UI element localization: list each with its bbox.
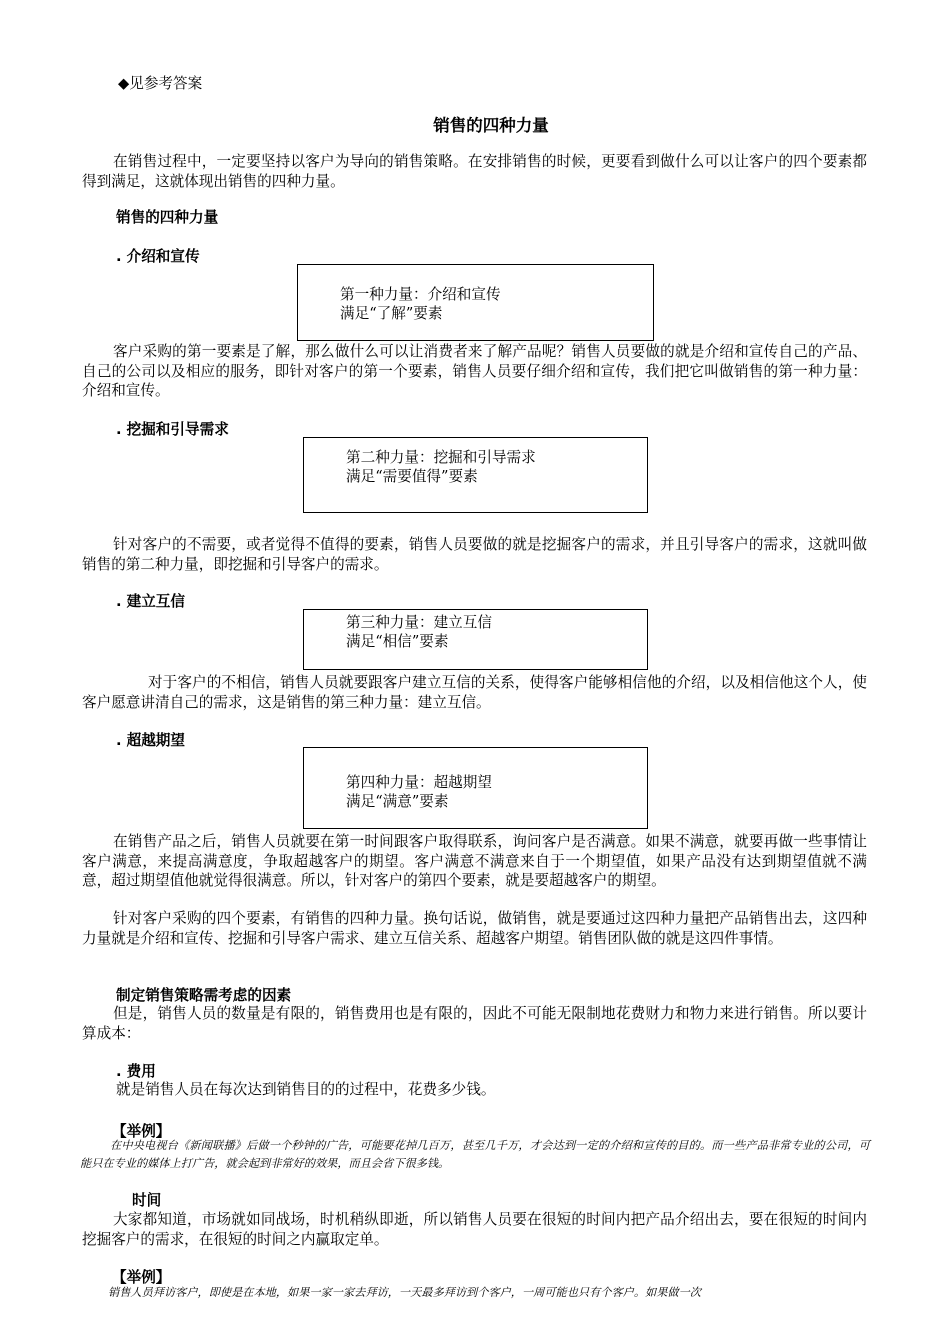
force-4-box <box>303 747 648 829</box>
force-2-box-line2: 满足“需要值得”要素 <box>346 468 478 485</box>
factors-heading: 制定销售策略需考虑的因素 <box>116 987 292 1004</box>
force-1-heading: . 介绍和宣传 <box>116 248 200 265</box>
force-3-box <box>303 609 648 670</box>
force-2-paragraph: 针对客户的不需要，或者觉得不值得的要素，销售人员要做的就是挖掘客户的需求，并且引导客户的需求，这就叫做销售的第二种力量，即挖掘和引导客户的需求。 <box>82 536 867 573</box>
example-1-text: 在中央电视台《新闻联播》后做一个秒钟的广告，可能要花掉几百万，甚至几千万，才会达到一定的介绍和宣传的目的。而一些产品非常专业的公司，可能只在专业的媒体上打广告，就会起到非常好的效果，而且会省下很多钱。 <box>80 1139 870 1170</box>
example-1-heading: 【举例】 <box>112 1123 171 1140</box>
force-4-box-line2: 满足“满意”要素 <box>346 793 449 810</box>
force-4-box-line1: 第四种力量：超越期望 <box>346 774 492 791</box>
force-2-heading: . 挖掘和引导需求 <box>116 421 229 438</box>
example-2-heading: 【举例】 <box>112 1269 171 1286</box>
force-4-paragraph: 在销售产品之后，销售人员就要在第一时间跟客户取得联系，询问客户是否满意。如果不满意，就要再做一些事情让客户满意，来提高满意度，争取超越客户的期望。客户满意不满意来自于一个期望值，如果产品没有达到期望值就不满意，超过期望值他就觉得很满意。所以，针对客户的第四个要素，就是要超越客户的期望。 <box>82 833 867 889</box>
reference-answer-note: ◆见参考答案 <box>118 75 203 92</box>
time-paragraph: 大家都知道，市场就如同战场，时机稍纵即逝，所以销售人员要在很短的时间内把产品介绍出去，要在很短的时间内挖掘客户的需求，在很短的时间之内赢取定单。 <box>82 1211 867 1248</box>
force-4-heading: . 超越期望 <box>116 732 186 749</box>
force-2-box <box>303 437 648 513</box>
force-2-box-line1: 第二种力量：挖掘和引导需求 <box>346 449 536 466</box>
force-3-heading: . 建立互信 <box>116 593 186 610</box>
summary-paragraph: 针对客户采购的四个要素，有销售的四种力量。换句话说，做销售，就是要通过这四种力量把产品销售出去，这四种力量就是介绍和宣传、挖掘和引导客户需求、建立互信关系、超越客户期望。销售团队做的就是这四件事情。 <box>82 910 867 947</box>
example-2-text: 销售人员拜访客户，即使是在本地，如果一家一家去拜访，一天最多拜访到个客户，一周可能也只有个客户。如果做一次 <box>108 1286 701 1299</box>
force-3-box-line1: 第三种力量：建立互信 <box>346 614 492 631</box>
force-1-box-line1: 第一种力量：介绍和宣传 <box>340 286 501 303</box>
force-1-box <box>297 264 654 341</box>
time-heading: 时间 <box>132 1192 162 1209</box>
force-3-paragraph: 对于客户的不相信，销售人员就要跟客户建立互信的关系，使得客户能够相信他的介绍，以及相信他这个人，使客户愿意讲清自己的需求，这是销售的第三种力量：建立互信。 <box>82 674 867 711</box>
force-1-box-line2: 满足“了解”要素 <box>340 305 443 322</box>
section-heading: 销售的四种力量 <box>116 209 219 226</box>
force-3-box-line2: 满足“相信”要素 <box>346 633 449 650</box>
cost-heading: . 费用 <box>116 1063 156 1080</box>
factors-paragraph: 但是，销售人员的数量是有限的，销售费用也是有限的，因此不可能无限制地花费财力和物力来进行销售。所以要计算成本： <box>82 1005 867 1042</box>
cost-paragraph: 就是销售人员在每次达到销售目的的过程中，花费多少钱。 <box>116 1081 496 1098</box>
document-title: 销售的四种力量 <box>433 116 549 135</box>
force-1-paragraph: 客户采购的第一要素是了解，那么做什么可以让消费者来了解产品呢？销售人员要做的就是介绍和宣传自己的产品、自己的公司以及相应的服务，即针对客户的第一个要素，销售人员要仔细介绍和宣传，我们把它叫做销售的第一种力量：介绍和宣传。 <box>82 343 867 399</box>
intro-paragraph: 在销售过程中，一定要坚持以客户为导向的销售策略。在安排销售的时候，更要看到做什么可以让客户的四个要素都得到满足，这就体现出销售的四种力量。 <box>82 153 867 190</box>
